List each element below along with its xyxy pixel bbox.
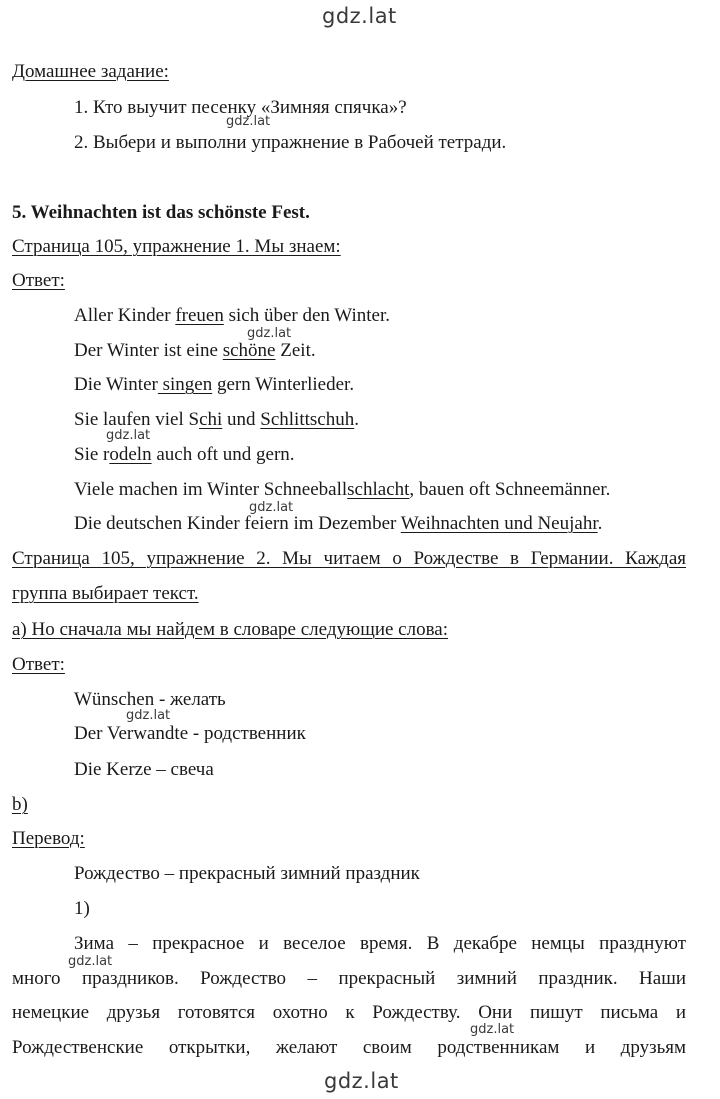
exercise-1-heading: Страница 105, упражнение 1. Мы знаем: — [12, 236, 341, 257]
homework-item-2: 2. Выбери и выполни упражнение в Рабочей тетради. — [74, 132, 507, 153]
vocab-item: Die Kerze – свеча — [74, 759, 214, 780]
exercise-2-heading-line-1: Страница 105, упражнение 2. Мы читаем о Рождестве в Германии. Каждая — [12, 548, 686, 569]
section-title: 5. Weihnachten ist das schönste Fest. — [12, 202, 310, 223]
vocab-item: Wünschen - желать — [74, 689, 226, 710]
vocab-item: Der Verwandte - родственник — [74, 723, 306, 744]
sentence-2: Der Winter ist eine schöne Zeit. — [74, 340, 316, 361]
homework-heading: Домашнее задание: — [12, 61, 169, 82]
watermark-bottom: gdz.lat — [324, 1069, 399, 1093]
watermark-top: gdz.lat — [322, 4, 397, 28]
translation-label: Перевод: — [12, 828, 85, 849]
watermark-inline: gdz.lat — [247, 326, 292, 341]
homework-item-1: 1. Кто выучит песенку «Зимняя спячка»? — [74, 97, 407, 118]
sentence-7: Die deutschen Kinder feiern im Dezember Weihnachten und Neujahr. — [74, 513, 603, 534]
watermark-inline: gdz.lat — [470, 1022, 515, 1037]
translation-title: Рождество – прекрасный зимний праздник — [74, 863, 420, 884]
watermark-inline: gdz.lat — [68, 954, 113, 969]
watermark-inline: gdz.lat — [249, 500, 294, 515]
sentence-4: Sie laufen viel Schi und Schlittschuh. — [74, 409, 359, 430]
sentence-6: Viele machen im Winter Schneeballschlacht, bauen oft Schneemänner. — [74, 479, 611, 500]
paragraph-line: много праздников. Рождество – прекрасный зимний праздник. Наши — [12, 968, 686, 989]
watermark-inline: gdz.lat — [126, 708, 171, 723]
answer-label: Ответ: — [12, 270, 65, 291]
answer-label-2: Ответ: — [12, 654, 65, 675]
paragraph-line: Рождественские открытки, желают своим родственникам и друзьям — [12, 1037, 686, 1058]
paragraph-number: 1) — [74, 898, 90, 919]
watermark-inline: gdz.lat — [106, 428, 151, 443]
sentence-5: Sie rodeln auch oft und gern. — [74, 444, 295, 465]
paragraph-line: немецкие друзья готовятся охотно к Рождеству. Они пишут письма и — [12, 1002, 686, 1023]
sentence-3: Die Winter singen gern Winterlieder. — [74, 374, 355, 395]
sentence-1: Aller Kinder freuen sich über den Winter. — [74, 305, 390, 326]
watermark-inline: gdz.lat — [226, 114, 271, 129]
paragraph-line: Зима – прекрасное и веселое время. В декабре немцы празднуют — [74, 933, 686, 954]
subtask-b-label: b) — [12, 794, 28, 815]
subtask-a-heading: а) Но сначала мы найдем в словаре следующие слова: — [12, 619, 449, 640]
exercise-2-heading-line-2: группа выбирает текст. — [12, 583, 199, 604]
